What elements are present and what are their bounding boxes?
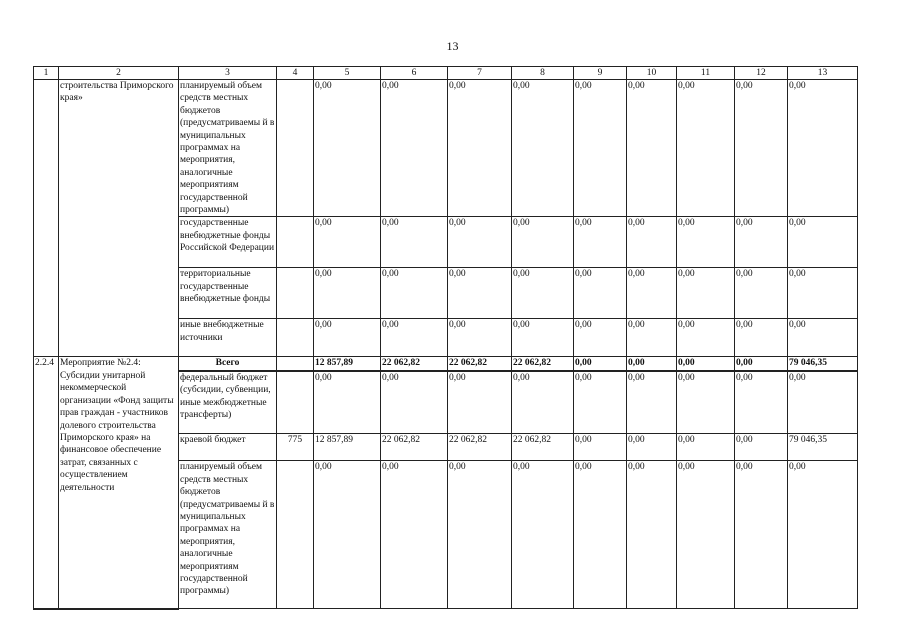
value-cell-v12: 0,00: [735, 434, 788, 461]
value-cell-v7: 0,00: [448, 217, 512, 268]
value-cell-v11: 0,00: [677, 357, 735, 371]
value-cell-v10: 0,00: [627, 319, 677, 357]
column-header-7: 7: [448, 67, 512, 80]
measure-name: строительства Приморского края»: [59, 80, 179, 357]
value-cell-v11: 0,00: [677, 217, 735, 268]
value-cell-v13: 0,00: [788, 217, 858, 268]
column-header-6: 6: [381, 67, 448, 80]
budget-code: [277, 461, 314, 609]
value-cell-v6: 22 062,82: [381, 434, 448, 461]
value-cell-v10: 0,00: [627, 461, 677, 609]
value-cell-v10: 0,00: [627, 357, 677, 371]
value-cell-v5: 0,00: [314, 268, 381, 319]
value-cell-v5: 12 857,89: [314, 434, 381, 461]
value-cell-v11: 0,00: [677, 371, 735, 434]
value-cell-v13: 0,00: [788, 461, 858, 609]
value-cell-v12: 0,00: [735, 80, 788, 217]
funding-source: территориальные государственные внебюджетные фонды: [179, 268, 277, 319]
value-cell-v10: 0,00: [627, 217, 677, 268]
budget-table: [33, 66, 858, 610]
funding-source: Всего: [179, 357, 277, 371]
funding-source: иные внебюджетные источники: [179, 319, 277, 357]
column-header-11: 11: [677, 67, 735, 80]
funding-source: краевой бюджет: [179, 434, 277, 461]
value-cell-v5: 0,00: [314, 371, 381, 434]
value-cell-v7: 0,00: [448, 461, 512, 609]
value-cell-v11: 0,00: [677, 268, 735, 319]
value-cell-v7: 0,00: [448, 371, 512, 434]
funding-source: государственные внебюджетные фонды Российской Федерации: [179, 217, 277, 268]
page-number: 13: [446, 39, 459, 53]
budget-code: [277, 371, 314, 434]
budget-code: [277, 357, 314, 371]
value-cell-v11: 0,00: [677, 319, 735, 357]
value-cell-v6: 0,00: [381, 268, 448, 319]
budget-code: [277, 319, 314, 357]
value-cell-v13: 0,00: [788, 371, 858, 434]
value-cell-v6: 0,00: [381, 461, 448, 609]
value-cell-v9: 0,00: [574, 80, 627, 217]
value-cell-v6: 0,00: [381, 217, 448, 268]
value-cell-v5: 0,00: [314, 80, 381, 217]
value-cell-v12: 0,00: [735, 357, 788, 371]
value-cell-v9: 0,00: [574, 461, 627, 609]
funding-source: федеральный бюджет (субсидии, субвенции, иные межбюджетные трансферты): [179, 371, 277, 434]
column-header-1: 1: [34, 67, 59, 80]
value-cell-v6: 22 062,82: [381, 357, 448, 371]
table-row: [34, 80, 858, 217]
value-cell-v10: 0,00: [627, 80, 677, 217]
value-cell-v13: 0,00: [788, 80, 858, 217]
value-cell-v7: 22 062,82: [448, 357, 512, 371]
value-cell-v7: 0,00: [448, 268, 512, 319]
value-cell-v11: 0,00: [677, 434, 735, 461]
value-cell-v11: 0,00: [677, 80, 735, 217]
row-index: 2.2.4: [34, 357, 59, 609]
budget-code: [277, 217, 314, 268]
measure-name: Мероприятие №2.4: Субсидии унитарной некоммерческой организации «Фонд защиты прав граждан - участников долевого строительства Приморского края» на финансовое обеспечение затрат, связанных с осуществлением деятельности: [59, 357, 179, 609]
value-cell-v9: 0,00: [574, 357, 627, 371]
value-cell-v8: 22 062,82: [512, 434, 574, 461]
value-cell-v10: 0,00: [627, 268, 677, 319]
value-cell-v7: 22 062,82: [448, 434, 512, 461]
budget-code: [277, 80, 314, 217]
value-cell-v10: 0,00: [627, 434, 677, 461]
column-header-3: 3: [179, 67, 277, 80]
value-cell-v13: 0,00: [788, 268, 858, 319]
value-cell-v8: 0,00: [512, 268, 574, 319]
value-cell-v5: 0,00: [314, 319, 381, 357]
value-cell-v9: 0,00: [574, 268, 627, 319]
value-cell-v13: 79 046,35: [788, 434, 858, 461]
column-header-8: 8: [512, 67, 574, 80]
value-cell-v5: 0,00: [314, 217, 381, 268]
value-cell-v12: 0,00: [735, 371, 788, 434]
column-number-header: [34, 67, 858, 80]
value-cell-v9: 0,00: [574, 371, 627, 434]
column-header-9: 9: [574, 67, 627, 80]
value-cell-v9: 0,00: [574, 217, 627, 268]
value-cell-v13: 79 046,35: [788, 357, 858, 371]
value-cell-v6: 0,00: [381, 371, 448, 434]
value-cell-v12: 0,00: [735, 268, 788, 319]
value-cell-v6: 0,00: [381, 80, 448, 217]
value-cell-v12: 0,00: [735, 319, 788, 357]
column-header-13: 13: [788, 67, 858, 80]
value-cell-v8: 0,00: [512, 371, 574, 434]
column-header-10: 10: [627, 67, 677, 80]
value-cell-v13: 0,00: [788, 319, 858, 357]
funding-source: планируемый объем средств местных бюджетов (предусматриваемы й в муниципальных программах на мероприятия, аналогичные мероприятиям государственной программы): [179, 80, 277, 217]
table-row: [34, 357, 858, 371]
row-index: [34, 80, 59, 357]
value-cell-v9: 0,00: [574, 319, 627, 357]
value-cell-v7: 0,00: [448, 80, 512, 217]
column-header-12: 12: [735, 67, 788, 80]
budget-code: [277, 268, 314, 319]
column-header-2: 2: [59, 67, 179, 80]
value-cell-v8: 0,00: [512, 217, 574, 268]
value-cell-v7: 0,00: [448, 319, 512, 357]
column-header-4: 4: [277, 67, 314, 80]
value-cell-v9: 0,00: [574, 434, 627, 461]
value-cell-v5: 0,00: [314, 461, 381, 609]
value-cell-v8: 0,00: [512, 319, 574, 357]
value-cell-v10: 0,00: [627, 371, 677, 434]
value-cell-v5: 12 857,89: [314, 357, 381, 371]
value-cell-v8: 0,00: [512, 461, 574, 609]
column-header-5: 5: [314, 67, 381, 80]
value-cell-v11: 0,00: [677, 461, 735, 609]
value-cell-v8: 0,00: [512, 80, 574, 217]
budget-code: 775: [277, 434, 314, 461]
funding-source: планируемый объем средств местных бюджетов (предусматриваемы й в муниципальных программах на мероприятия, аналогичные мероприятиям государственной программы): [179, 461, 277, 609]
value-cell-v6: 0,00: [381, 319, 448, 357]
value-cell-v12: 0,00: [735, 461, 788, 609]
value-cell-v12: 0,00: [735, 217, 788, 268]
value-cell-v8: 22 062,82: [512, 357, 574, 371]
